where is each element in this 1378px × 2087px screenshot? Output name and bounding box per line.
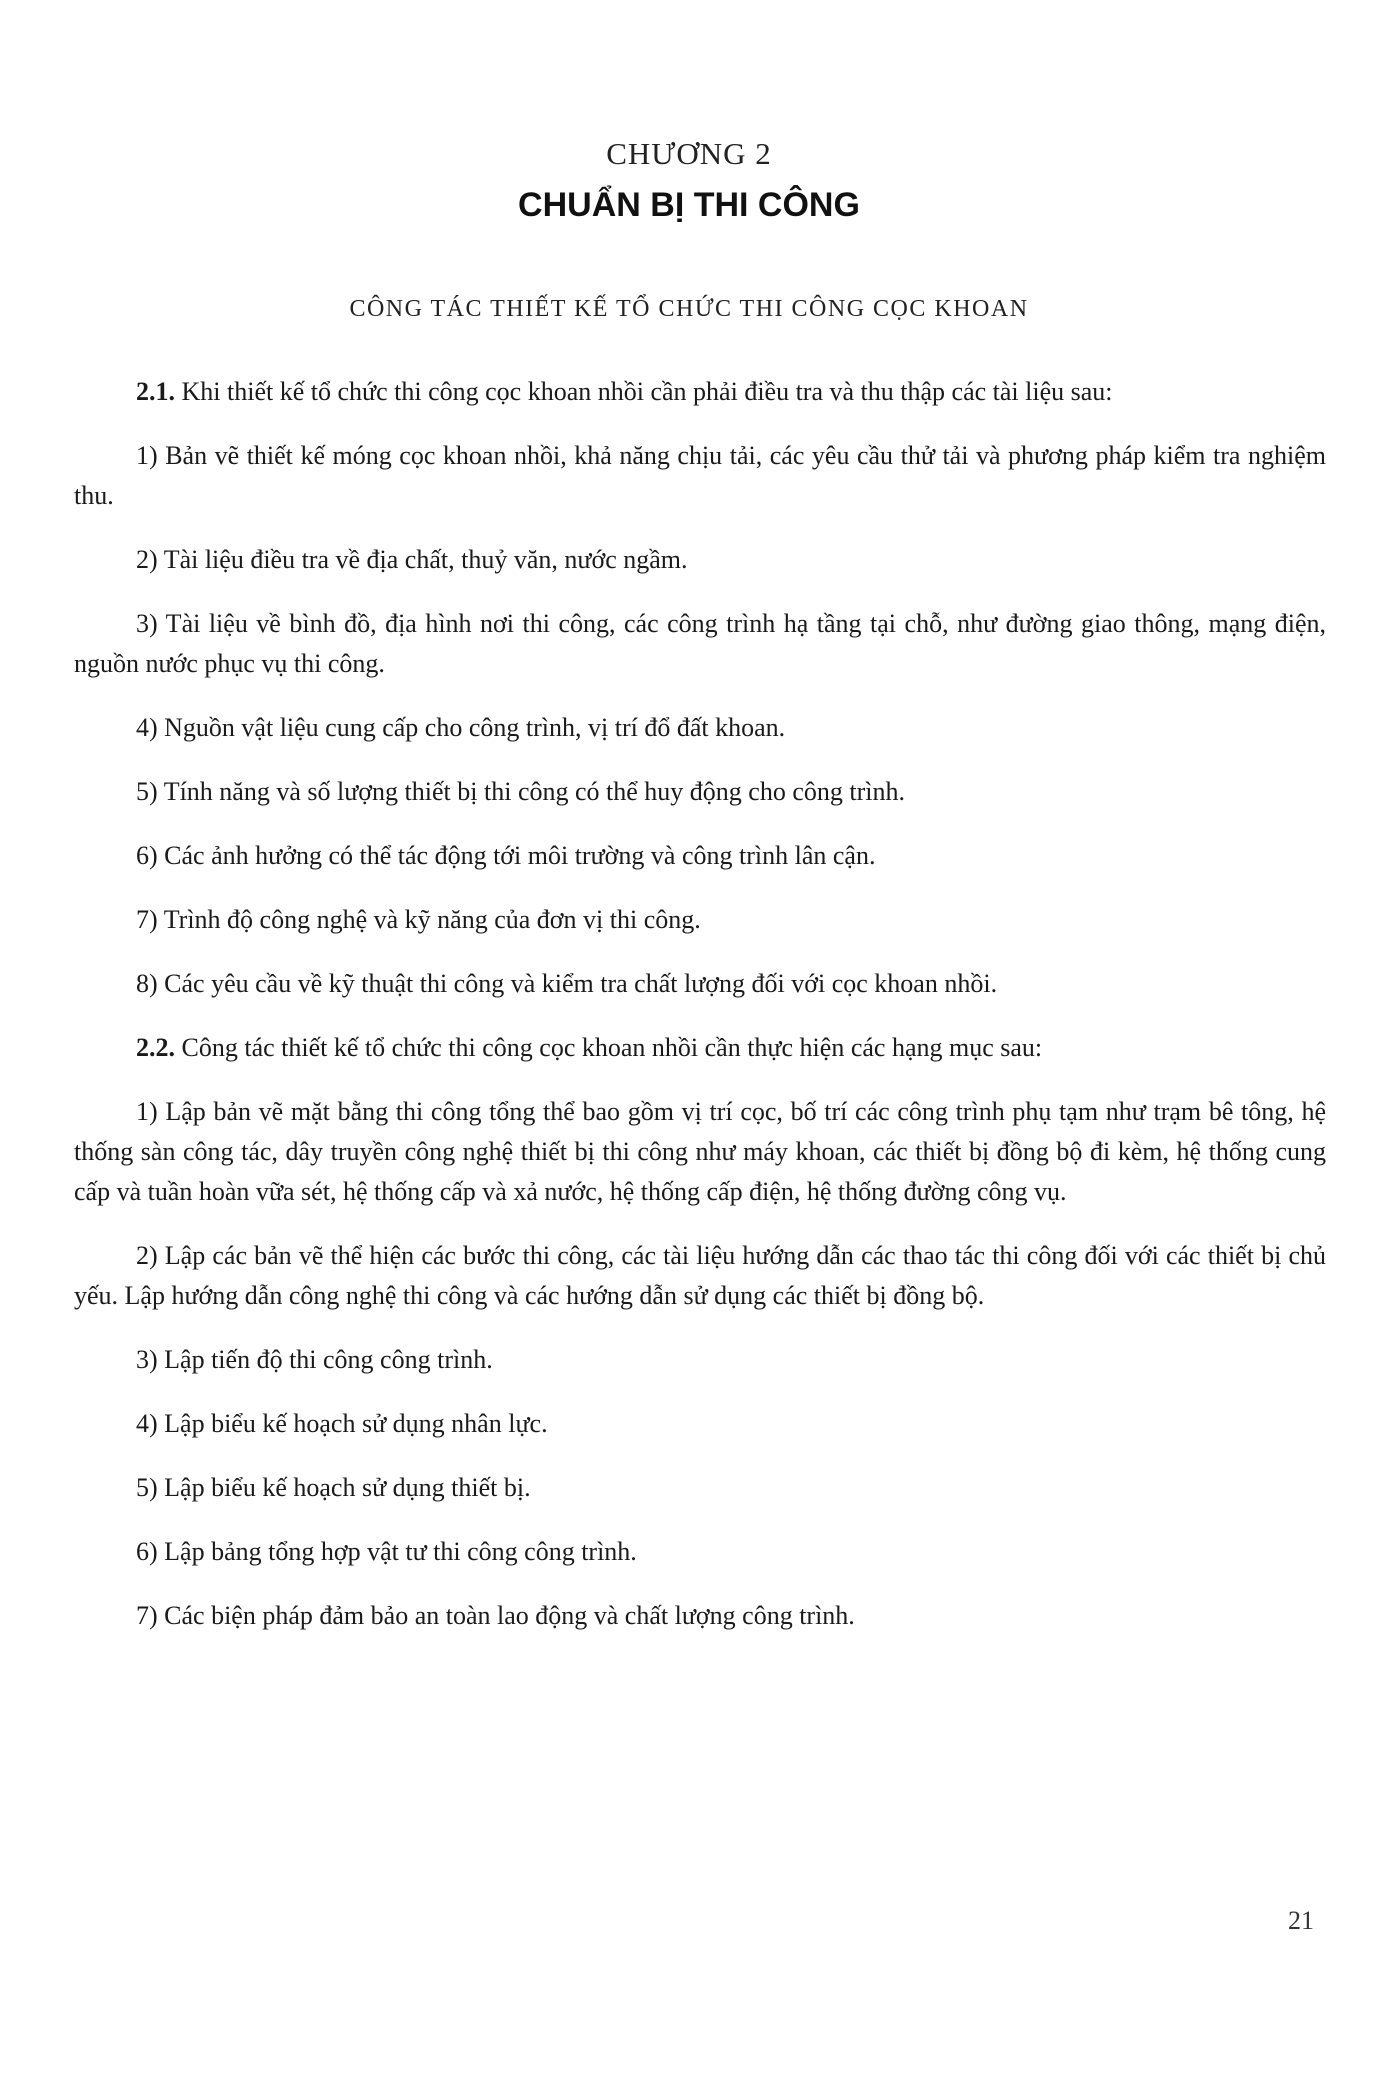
list-item: 1) Bản vẽ thiết kế móng cọc khoan nhồi, khả năng chịu tải, các yêu cầu thử tải và phương pháp kiểm tra nghiệm thu.: [74, 441, 1326, 510]
list-item: 3) Tài liệu về bình đồ, địa hình nơi thi công, các công trình hạ tầng tại chỗ, như đường giao thông, mạng điện, nguồn nước phục vụ thi công.: [74, 609, 1326, 678]
body-text: [74, 372, 1326, 1660]
chapter-number: CHƯƠNG 2: [606, 136, 772, 171]
paragraph-text: Khi thiết kế tổ chức thi công cọc khoan nhồi cần phải điều tra và thu thập các tài liệu sau:: [181, 377, 1113, 406]
list-item: 7) Trình độ công nghệ và kỹ năng của đơn vị thi công.: [136, 905, 701, 934]
list-item: 6) Lập bảng tổng hợp vật tư thi công công trình.: [136, 1537, 637, 1566]
page-number: 21: [1288, 1906, 1314, 1935]
list-item: 1) Lập bản vẽ mặt bằng thi công tổng thể bao gồm vị trí cọc, bố trí các công trình phụ tạm như trạm bê tông, hệ thống sàn công tác, dây truyền công nghệ thiết bị thi công như máy khoan, các thiết bị đồng bộ đi kèm, hệ thống cung cấp và tuần hoàn vữa sét, hệ thống cấp và xả nước, hệ thống cấp điện, hệ thống đường công vụ.: [74, 1097, 1326, 1206]
list-item: 7) Các biện pháp đảm bảo an toàn lao động và chất lượng công trình.: [136, 1601, 855, 1630]
list-item: 2) Lập các bản vẽ thể hiện các bước thi công, các tài liệu hướng dẫn các thao tác thi công đối với các thiết bị chủ yếu. Lập hướng dẫn công nghệ thi công và các hướng dẫn sử dụng các thiết bị đồng bộ.: [74, 1241, 1326, 1310]
section-2-2-intro: [74, 1028, 1326, 1068]
list-item: 2) Tài liệu điều tra về địa chất, thuỷ văn, nước ngầm.: [136, 545, 688, 574]
list-item: 4) Nguồn vật liệu cung cấp cho công trình, vị trí đổ đất khoan.: [136, 713, 786, 742]
list-item: 6) Các ảnh hưởng có thể tác động tới môi trường và công trình lân cận.: [136, 841, 876, 870]
section-title: CÔNG TÁC THIẾT KẾ TỔ CHỨC THI CÔNG CỌC KHOAN: [349, 296, 1029, 322]
section-number: 2.2.: [136, 1033, 175, 1062]
section-number: 2.1.: [136, 377, 175, 406]
list-item: 5) Lập biểu kế hoạch sử dụng thiết bị.: [136, 1473, 531, 1502]
list-item: 5) Tính năng và số lượng thiết bị thi công có thể huy động cho công trình.: [136, 777, 905, 806]
list-item: 4) Lập biểu kế hoạch sử dụng nhân lực.: [136, 1409, 548, 1438]
list-item: 8) Các yêu cầu về kỹ thuật thi công và kiểm tra chất lượng đối với cọc khoan nhồi.: [136, 969, 998, 998]
paragraph-text: Công tác thiết kế tổ chức thi công cọc khoan nhồi cần thực hiện các hạng mục sau:: [181, 1033, 1043, 1062]
list-item: 3) Lập tiến độ thi công công trình.: [136, 1345, 493, 1374]
chapter-title: CHUẨN BỊ THI CÔNG: [518, 186, 860, 224]
section-2-1-intro: [74, 372, 1326, 412]
